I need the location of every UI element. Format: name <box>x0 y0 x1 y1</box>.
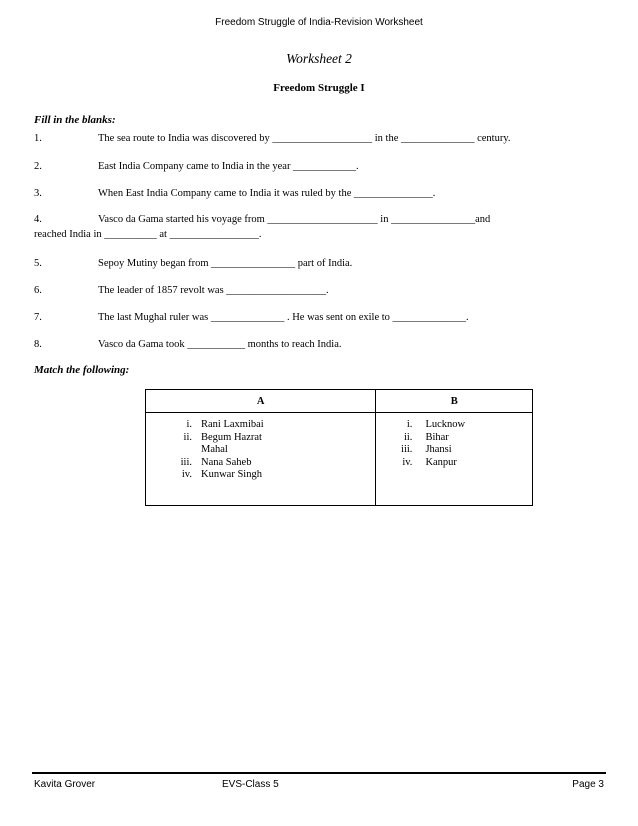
item-numeral: i. <box>406 419 413 430</box>
worksheet-subtitle: Freedom Struggle I <box>273 82 365 94</box>
item-numeral: iii. <box>401 444 413 455</box>
item-text: Rani Laxmibai <box>201 419 264 430</box>
column-b-header: B <box>376 390 533 413</box>
match-heading: Match the following: <box>34 364 130 376</box>
item-text: Kunwar Singh <box>201 469 262 480</box>
question-number: 6. <box>34 285 42 296</box>
item-text: Bihar <box>425 431 449 443</box>
question-number: 3. <box>34 188 42 199</box>
column-a-header: A <box>146 390 376 413</box>
question-text: East India Company came to India in the year ____________. <box>98 161 359 172</box>
column-a-list <box>146 419 375 482</box>
running-header: Freedom Struggle of India-Revision Worksheet <box>215 17 423 28</box>
question-number: 5. <box>34 258 42 269</box>
question-6 <box>34 283 614 298</box>
list-item <box>146 432 375 457</box>
question-1 <box>34 131 614 146</box>
column-b-list <box>376 419 532 469</box>
item-numeral: ii. <box>183 431 192 443</box>
question-text: The sea route to India was discovered by ___________________ in the ______________ century. <box>98 133 511 144</box>
footer-page-number: Page 3 <box>572 779 604 790</box>
list-item <box>146 457 375 470</box>
item-text: Kanpur <box>425 456 457 468</box>
item-text: Nana Saheb <box>201 456 252 468</box>
item-text: Lucknow <box>425 419 466 430</box>
question-number: 4. <box>34 214 42 225</box>
question-7 <box>34 310 614 325</box>
question-text: Vasco da Gama took ___________ months to reach India. <box>98 339 342 350</box>
list-item <box>376 444 532 457</box>
footer-author: Kavita Grover <box>34 779 96 790</box>
worksheet-title: Worksheet 2 <box>286 51 352 66</box>
item-numeral: iv. <box>181 469 192 480</box>
question-text: The last Mughal ruler was ______________ . He was sent on exile to ______________. <box>98 312 469 323</box>
footer-divider <box>32 772 606 774</box>
footer-class: EVS-Class 5 <box>222 779 279 790</box>
question-text: Sepoy Mutiny began from ________________ part of India. <box>98 258 353 269</box>
question-number: 7. <box>34 312 42 323</box>
question-8 <box>34 337 614 352</box>
question-5 <box>34 256 614 271</box>
question-text: The leader of 1857 revolt was ___________________. <box>98 285 329 296</box>
item-numeral: i. <box>186 419 192 430</box>
item-text: Begum Hazrat Mahal <box>201 431 262 455</box>
question-text: When East India Company came to India it was ruled by the _______________. <box>98 188 436 199</box>
item-numeral: ii. <box>403 431 413 443</box>
question-number: 1. <box>34 133 42 144</box>
question-number: 8. <box>34 339 42 350</box>
item-text: Jhansi <box>425 444 452 455</box>
list-item <box>146 469 375 482</box>
column-b-cell <box>376 413 533 506</box>
question-4 <box>34 212 614 242</box>
question-text-continued: reached India in __________ at _________________. <box>34 229 262 240</box>
list-item <box>376 432 532 445</box>
question-2 <box>34 159 614 174</box>
question-3 <box>34 186 614 201</box>
column-a-cell <box>146 413 376 506</box>
question-text: Vasco da Gama started his voyage from _____________________ in ________________and <box>98 214 491 225</box>
match-table <box>145 389 533 506</box>
list-item <box>376 419 532 432</box>
question-number: 2. <box>34 161 42 172</box>
fill-blanks-heading: Fill in the blanks: <box>34 114 116 126</box>
item-numeral: iv. <box>402 456 413 468</box>
list-item <box>376 457 532 470</box>
item-numeral: iii. <box>180 456 192 468</box>
list-item <box>146 419 375 432</box>
